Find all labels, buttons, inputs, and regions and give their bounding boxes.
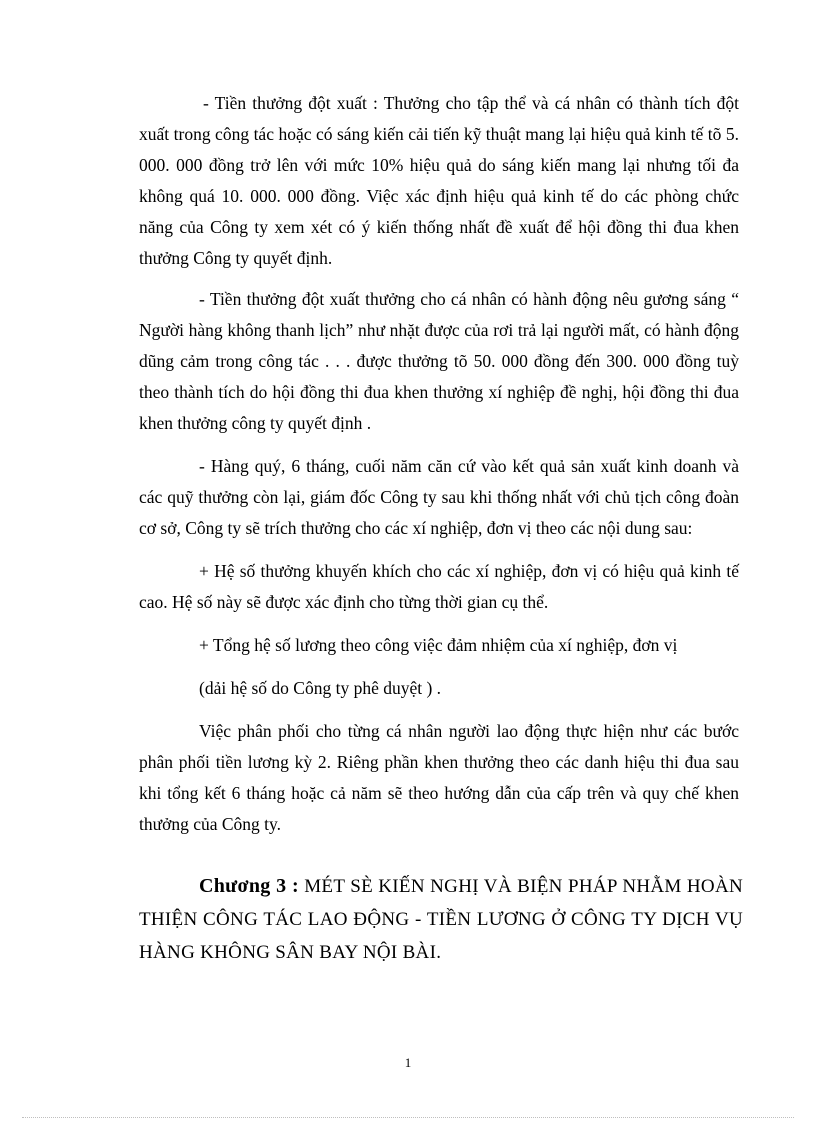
- page-bottom-edge: [22, 1117, 794, 1118]
- chapter-heading: [139, 870, 743, 969]
- paragraph-salary-coefficient: + Tổng hệ số lương theo công việc đảm nhiệm của xí nghiệp, đơn vị: [199, 635, 678, 655]
- paragraph-distribution: Việc phân phối cho từng cá nhân người lao động thực hiện như các bước phân phối tiền lương kỳ 2. Riêng phần khen thưởng theo các danh hiệu thi đua sau khi tổng kết 6 tháng hoặc cả năm sẽ theo hướng dẫn của cấp trên và quy chế khen thưởng của Công ty.: [139, 721, 739, 834]
- chapter-label: Chương 3 :: [199, 875, 299, 897]
- body-text: [139, 88, 739, 840]
- paragraph-bonus-exemplary: - Tiền thưởng đột xuất thưởng cho cá nhân có hành động nêu gương sáng “ Người hàng không thanh lịch” như nhặt được của rơi trả lại người mất, có hành động dũng cảm trong công tác . . . được thưởng tõ 50. 000 đồng đến 300. 000 đồng tuỳ theo thành tích do hội đồng thi đua khen thưởng xí nghiệp đề nghị, hội đồng thi đua khen thưởng công ty quyết định .: [139, 289, 739, 433]
- paragraph-bonus-special: - Tiền thưởng đột xuất : Thưởng cho tập thể và cá nhân có thành tích đột xuất trong công tác hoặc có sáng kiến cải tiến kỹ thuật mang lại hiệu quả kinh tế tõ 5. 000. 000 đồng trở lên với mức 10% hiệu quả do sáng kiến mang lại nhưng tối đa không quá 10. 000. 000 đồng. Việc xác định hiệu quả kinh tế do các phòng chức năng của Công ty xem xét có ý kiến thống nhất đề xuất để hội đồng thi đua khen thưởng Công ty quyết định.: [139, 93, 739, 268]
- paragraph-incentive-coefficient: + Hệ số thưởng khuyến khích cho các xí nghiệp, đơn vị có hiệu quả kinh tế cao. Hệ số này sẽ được xác định cho từng thời gian cụ thể.: [139, 561, 739, 612]
- paragraph-quarterly-bonus: - Hàng quý, 6 tháng, cuối năm căn cứ vào kết quả sản xuất kinh doanh và các quỹ thưởng còn lại, giám đốc Công ty sau khi thống nhất với chủ tịch công đoàn cơ sở, Công ty sẽ trích thưởng cho các xí nghiệp, đơn vị theo các nội dung sau:: [139, 456, 739, 538]
- page-number: 1: [404, 1055, 412, 1070]
- chapter-title: MÉT SÈ KIẾN NGHỊ VÀ BIỆN PHÁP NHẰM HOÀN THIỆN CÔNG TÁC LAO ĐỘNG - TIỀN LƯƠNG Ở CÔNG TY DỊCH VỤ HÀNG KHÔNG SÂN BAY NỘI BÀI.: [139, 876, 743, 963]
- paragraph-coefficient-range: (dải hệ số do Công ty phê duyệt ) .: [199, 678, 442, 698]
